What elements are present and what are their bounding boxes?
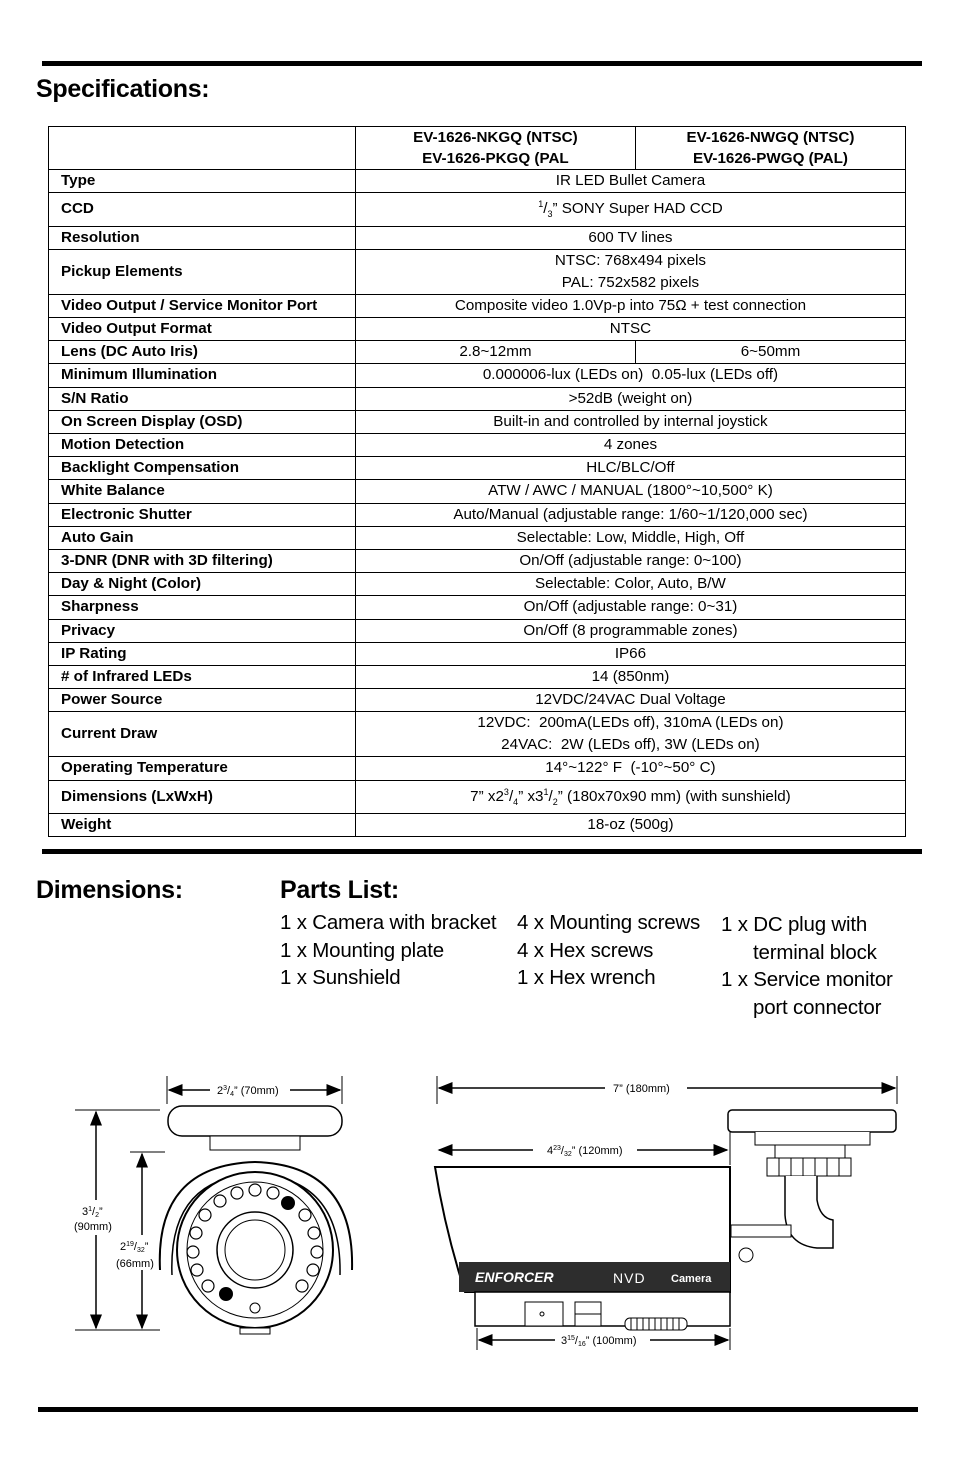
side-body-label: $4^{23}/32$” (120mm)	[547, 1145, 623, 1158]
table-row: Pickup Elements NTSC: 768x494 pixels PAL: 752x582 pixels	[49, 249, 906, 294]
front-inner-mm: (66mm)	[116, 1258, 154, 1270]
table-row: Minimum Illumination 0.000006-lux (LEDs on) 0.05-lux (LEDs off)	[49, 364, 906, 387]
list-item: 1 x Camera with bracket	[280, 911, 497, 934]
table-row: Video Output Format NTSC	[49, 317, 906, 340]
table-row: Power Source 12VDC/24VAC Dual Voltage	[49, 689, 906, 712]
list-item-continued: terminal block	[753, 940, 877, 964]
dimensions-heading: Dimensions:	[36, 876, 183, 904]
front-inner-label: $2^{19}/32$”	[120, 1241, 149, 1254]
side-view-drawing	[425, 1070, 905, 1355]
front-height-label: $3^1/2$”	[82, 1206, 103, 1219]
header-model-b: EV-1626-NWGQ (NTSC) EV-1626-PWGQ (PAL)	[635, 127, 905, 170]
front-width-label: $2^3/4$” (70mm)	[217, 1085, 279, 1098]
list-item: 1 x Service monitor	[721, 968, 893, 991]
pickup-value: NTSC: 768x494 pixels PAL: 752x582 pixels	[355, 249, 905, 294]
side-overall-label: 7” (180mm)	[613, 1083, 670, 1095]
table-row: Video Output / Service Monitor Port Composite video 1.0Vp-p into 75Ω + test connection	[49, 294, 906, 317]
nvd-logo: NVD	[613, 1270, 646, 1286]
table-row: 3-DNR (DNR with 3D filtering) On/Off (adjustable range: 0~100)	[49, 549, 906, 572]
dims-value: 7” $x2^3/_4$” $x3^1/_2$” (180x70x90 mm) (with sunshield)	[355, 780, 905, 813]
table-header-row	[49, 127, 906, 170]
list-item: 1 x Hex wrench	[517, 966, 656, 989]
list-item-continued: port connector	[753, 995, 882, 1019]
table-row: Weight 18-oz (500g)	[49, 813, 906, 836]
table-row: Sharpness On/Off (adjustable range: 0~31)	[49, 596, 906, 619]
parts-list-col2	[517, 909, 700, 992]
parts-list-heading: Parts List:	[280, 876, 399, 904]
table-row: Backlight Compensation HLC/BLC/Off	[49, 457, 906, 480]
table-row: Current Draw 12VDC: 200mA(LEDs off), 310mA (LEDs on) 24VAC: 2W (LEDs off), 3W (LEDs on)	[49, 712, 906, 757]
front-view-drawing	[60, 1070, 360, 1345]
ccd-value: $^1/_3$” SONY Super HAD CCD	[355, 193, 905, 226]
bottom-rule	[38, 1407, 918, 1412]
table-row: White Balance ATW / AWC / MANUAL (1800°~10,500° K)	[49, 480, 906, 503]
table-row: Motion Detection 4 zones	[49, 433, 906, 456]
table-row: CCD $^1/_3$” SONY Super HAD CCD	[49, 193, 906, 226]
table-row: IP Rating IP66	[49, 642, 906, 665]
list-item: 1 x DC plug with	[721, 913, 868, 936]
list-item: 1 x Mounting plate	[280, 938, 444, 962]
table-row: Auto Gain Selectable: Low, Middle, High, Off	[49, 526, 906, 549]
table-row: Day & Night (Color) Selectable: Color, Auto, B/W	[49, 573, 906, 596]
table-row: Type IR LED Bullet Camera	[49, 170, 906, 193]
header-blank-cell	[49, 127, 356, 170]
table-row: Electronic Shutter Auto/Manual (adjustable range: 1/60~1/120,000 sec)	[49, 503, 906, 526]
list-item: 1 x Sunshield	[280, 966, 401, 989]
table-row: Dimensions (LxWxH) 7” $x2^3/_4$” $x3^1/_2$” (180x70x90 mm) (with sunshield)	[49, 780, 906, 813]
middle-rule	[42, 849, 922, 854]
list-item: 4 x Mounting screws	[517, 911, 701, 934]
side-base-label: $3^{15}/16$” (100mm)	[561, 1335, 637, 1348]
specifications-heading: Specifications:	[36, 75, 210, 103]
list-item: 4 x Hex screws	[517, 938, 654, 962]
parts-list-col1	[280, 909, 496, 992]
top-rule	[42, 61, 922, 66]
enforcer-logo: ENFORCER	[475, 1269, 554, 1285]
specifications-table	[48, 126, 906, 837]
table-row: Lens (DC Auto Iris) 2.8~12mm 6~50mm	[49, 341, 906, 364]
table-row: S/N Ratio >52dB (weight on)	[49, 387, 906, 410]
camera-label: Camera	[671, 1273, 712, 1285]
current-value: 12VDC: 200mA(LEDs off), 310mA (LEDs on) 24VAC: 2W (LEDs off), 3W (LEDs on)	[355, 712, 905, 757]
header-model-a: EV-1626-NKGQ (NTSC) EV-1626-PKGQ (PAL	[355, 127, 635, 170]
front-height-mm: (90mm)	[74, 1221, 112, 1233]
parts-list-col3	[721, 911, 893, 1021]
table-row: Operating Temperature 14°~122° F (-10°~50° C)	[49, 757, 906, 780]
table-row: Privacy On/Off (8 programmable zones)	[49, 619, 906, 642]
table-row: Resolution 600 TV lines	[49, 226, 906, 249]
table-row: On Screen Display (OSD) Built-in and controlled by internal joystick	[49, 410, 906, 433]
table-row: # of Infrared LEDs 14 (850nm)	[49, 665, 906, 688]
